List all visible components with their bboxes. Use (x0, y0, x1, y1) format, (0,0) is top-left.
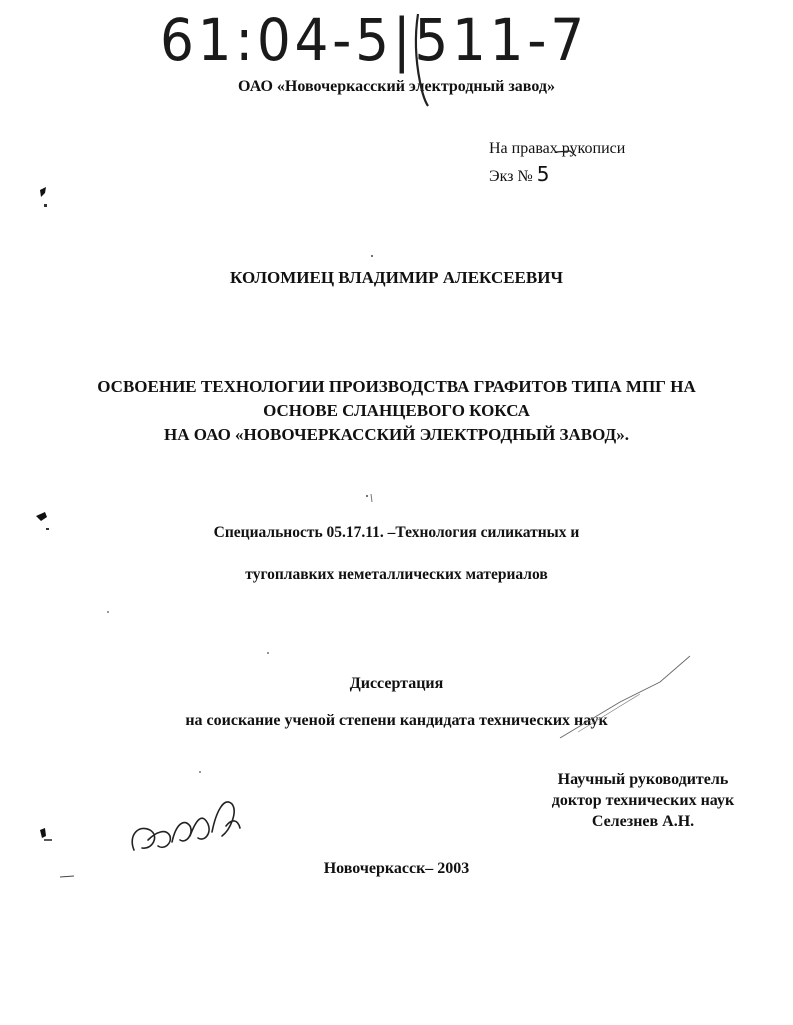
title-line: ОСВОЕНИЕ ТЕХНОЛОГИИ ПРОИЗВОДСТВА ГРАФИТОВ ТИПА МПГ НА (97, 377, 696, 396)
copy-label: Экз № (489, 168, 533, 185)
scan-speck (40, 187, 46, 197)
title-line: ОСНОВЕ СЛАНЦЕВОГО КОКСА (263, 401, 530, 420)
scan-speck (44, 204, 47, 207)
supervisor-role: Научный руководитель (557, 771, 729, 788)
scan-dot (107, 611, 109, 613)
supervisor-title: доктор технических наук (551, 792, 735, 809)
work-type: Диссертация (349, 675, 444, 692)
scan-dot (199, 771, 201, 773)
scan-speck (40, 828, 46, 838)
copy-number: 5 (536, 162, 550, 186)
archive-number: 61:04-5|511-7 (160, 6, 588, 74)
title-line: НА ОАО «НОВОЧЕРКАССКИЙ ЭЛЕКТРОДНЫЙ ЗАВОД». (164, 425, 629, 444)
signature-scribble (132, 802, 240, 850)
scan-dot (267, 652, 269, 654)
pen-stroke-diagonal (560, 656, 690, 738)
scan-speck (60, 876, 74, 877)
specialty-line-2: тугоплавких неметаллических материалов (245, 566, 548, 583)
scan-speck (36, 512, 47, 521)
manuscript-rights: На правах рукописи (489, 140, 626, 157)
scan-dot (366, 495, 368, 497)
scan-dot (371, 255, 373, 257)
pen-stroke-diagonal (578, 694, 640, 732)
scan-speck (46, 528, 49, 530)
author-name: КОЛОМИЕЦ ВЛАДИМИР АЛЕКСЕЕВИЧ (230, 268, 563, 287)
pen-stroke-divider (416, 14, 428, 106)
organization-name: ОАО «Новочеркасский электродный завод» (238, 78, 555, 95)
specialty-line-1: Специальность 05.17.11. –Технология силикатных и (213, 524, 580, 541)
city-year: Новочеркасск– 2003 (323, 860, 470, 877)
supervisor-name: Селезнев А.Н. (591, 813, 695, 830)
scan-dot (371, 494, 372, 502)
pen-tick (556, 151, 576, 156)
degree-line: на соискание ученой степени кандидата технических наук (185, 712, 608, 729)
